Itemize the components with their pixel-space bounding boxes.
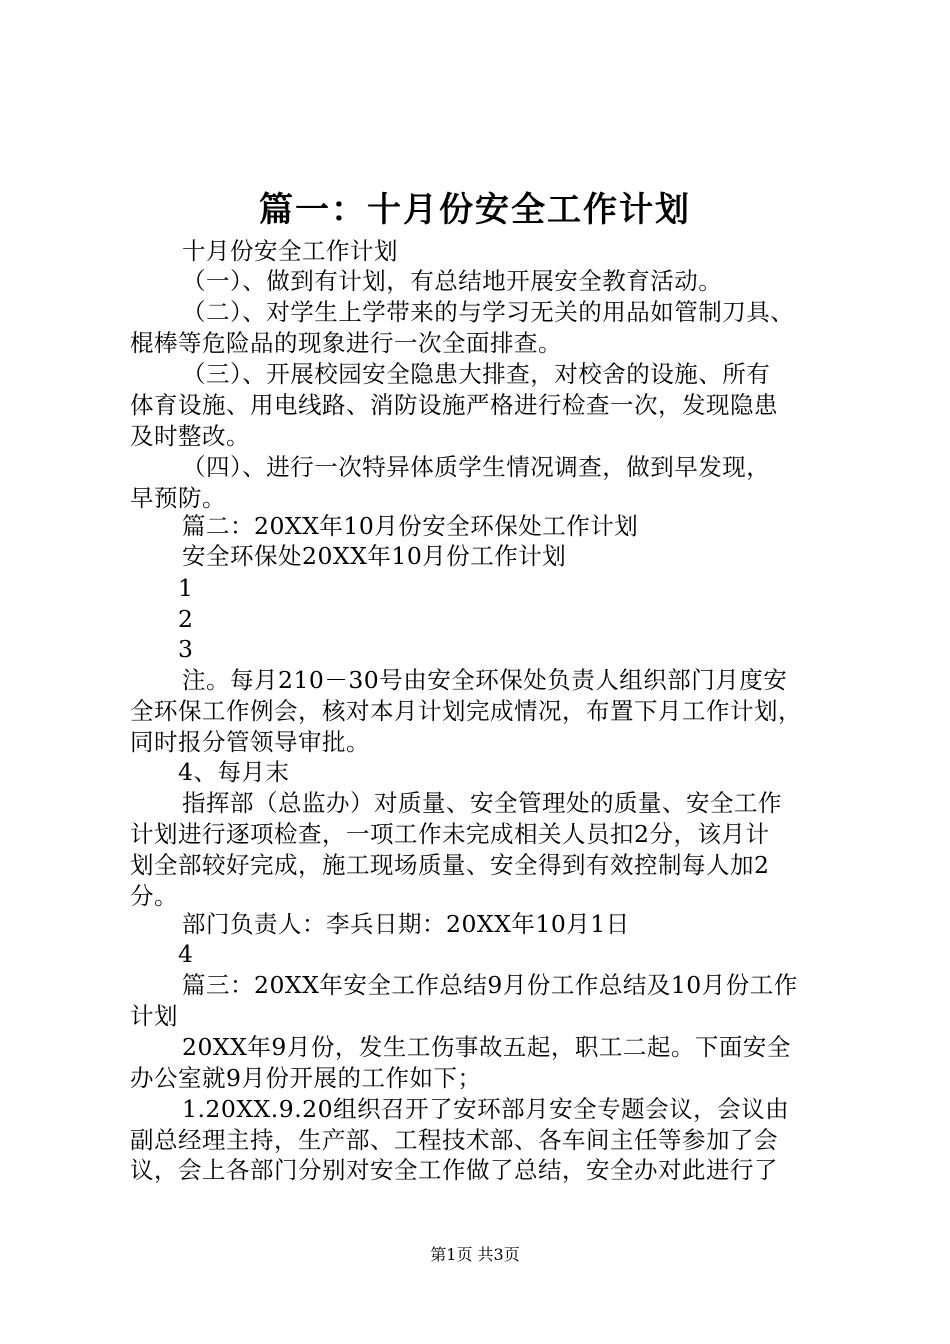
text-line: （三）、开展校园安全隐患大排查，对校舍的设施、所有	[182, 360, 771, 388]
text-line: 篇二：20XX年10月份安全环保处工作计划	[182, 512, 639, 540]
text-line: 2	[178, 605, 194, 633]
text-line: 办公室就9月份开展的工作如下；	[130, 1064, 482, 1092]
page-number: 第1页 共3页	[430, 1245, 520, 1264]
text-line: 及时整改。	[130, 422, 250, 450]
text-line: 20XX年9月份，发生工伤事故五起，职工二起。下面安全	[182, 1033, 791, 1061]
text-line: 安全环保处20XX年10月份工作计划	[182, 542, 567, 570]
text-line: 副总经理主持，生产部、工程技术部、各车间主任等参加了会	[130, 1126, 778, 1154]
text-line: 早预防。	[130, 484, 226, 512]
text-line: 1	[178, 574, 194, 602]
text-line: 4	[178, 940, 194, 968]
text-line: 注。每月210－30号由安全环保处负责人组织部门月度安	[182, 666, 788, 694]
text-line: 1.20XX.9.20组织召开了安环部月安全专题会议，会议由	[182, 1095, 790, 1123]
text-line: 全环保工作例会，核对本月计划完成情况，布置下月工作计划，	[130, 697, 802, 725]
text-line: 分。	[130, 882, 178, 910]
text-line: 部门负责人：李兵日期：20XX年10月1日	[182, 910, 630, 938]
text-line: 指挥部（总监办）对质量、安全管理处的质量、安全工作	[182, 789, 782, 817]
text-line: 棍棒等危险品的现象进行一次全面排查。	[130, 329, 562, 357]
text-line: （二）、对学生上学带来的与学习无关的用品如管制刀具、	[182, 298, 795, 326]
document-title: 篇一：十月份安全工作计划	[259, 190, 691, 230]
text-line: 划全部较好完成，施工现场质量、安全得到有效控制每人加2	[130, 851, 770, 879]
text-line: 计划	[130, 1002, 178, 1030]
text-line: 十月份安全工作计划	[182, 237, 398, 265]
text-line: 3	[178, 635, 194, 663]
text-line: （一）、做到有计划，有总结地开展安全教育活动。	[182, 267, 723, 295]
text-line: 议，会上各部门分别对安全工作做了总结，安全办对此进行了	[130, 1156, 778, 1184]
text-line: 体育设施、用电线路、消防设施严格进行检查一次，发现隐患	[130, 391, 778, 419]
text-line: 篇三：20XX年安全工作总结9月份工作总结及10月份工作	[182, 971, 798, 999]
text-line: （四）、进行一次特异体质学生情况调查，做到早发现，	[182, 453, 771, 481]
text-line: 同时报分管领导审批。	[130, 728, 370, 756]
text-line: 4、每月末	[178, 758, 290, 786]
text-line: 计划进行逐项检查，一项工作未完成相关人员扣2分，该月计	[130, 820, 770, 848]
